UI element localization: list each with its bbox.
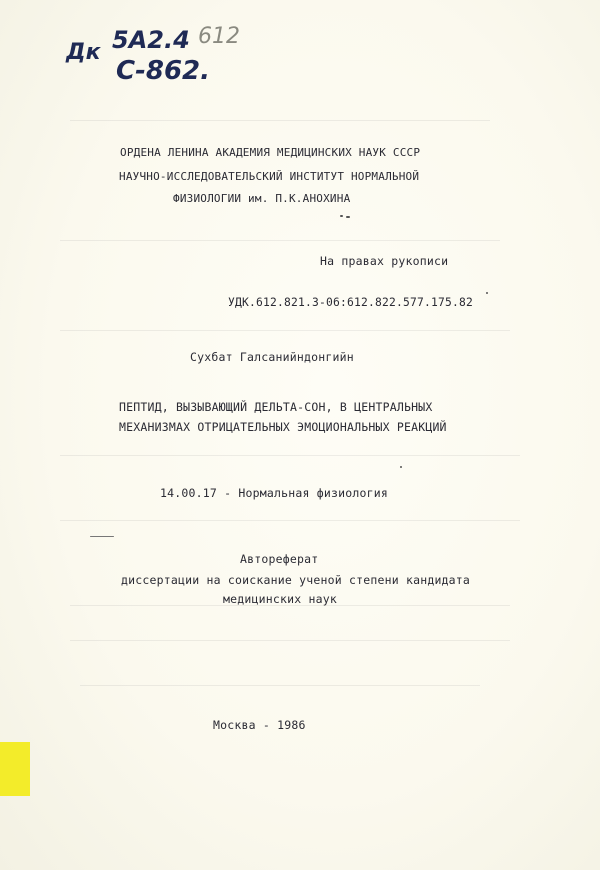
header-line-3: ФИЗИОЛОГИИ им. П.К.АНОХИНА <box>173 192 351 205</box>
handwritten-code-line1: 5А2.4 <box>112 26 190 54</box>
header-line-2: НАУЧНО-ИССЛЕДОВАТЕЛЬСКИЙ ИНСТИТУТ НОРМАЛЬНОЙ <box>119 170 420 183</box>
handwritten-code-line2: С-862. <box>116 56 211 86</box>
title-line-1: ПЕПТИД, ВЫЗЫВАЮЩИЙ ДЕЛЬТА-СОН, В ЦЕНТРАЛЬНЫХ <box>119 400 433 414</box>
handwritten-prefix: Дк <box>66 40 101 65</box>
header-line-1: ОРДЕНА ЛЕНИНА АКАДЕМИЯ МЕДИЦИНСКИХ НАУК СССР <box>120 146 421 159</box>
handwritten-pencil-code: 612 <box>198 24 240 49</box>
ink-speck <box>400 466 402 468</box>
ink-speck <box>90 536 114 537</box>
document-type-title: Автореферат <box>240 552 319 566</box>
place-year: Москва - 1986 <box>213 718 306 732</box>
author-name: Сухбат Галсанийндонгийн <box>190 350 354 364</box>
ink-speck <box>486 292 488 294</box>
title-line-2: МЕХАНИЗМАХ ОТРИЦАТЕЛЬНЫХ ЭМОЦИОНАЛЬНЫХ РЕАКЦИЙ <box>119 420 447 434</box>
ink-speck <box>340 215 343 217</box>
ink-speck <box>346 216 350 218</box>
yellow-tab-marker <box>0 742 30 796</box>
document-type-line-3: медицинских наук <box>223 592 337 606</box>
specialty: 14.00.17 - Нормальная физиология <box>160 486 388 500</box>
document-type-line-2: диссертации на соискание ученой степени кандидата <box>121 573 471 587</box>
udc-code: УДК.612.821.3-06:612.822.577.175.82 <box>228 296 474 309</box>
manuscript-rights: На правах рукописи <box>320 254 449 268</box>
